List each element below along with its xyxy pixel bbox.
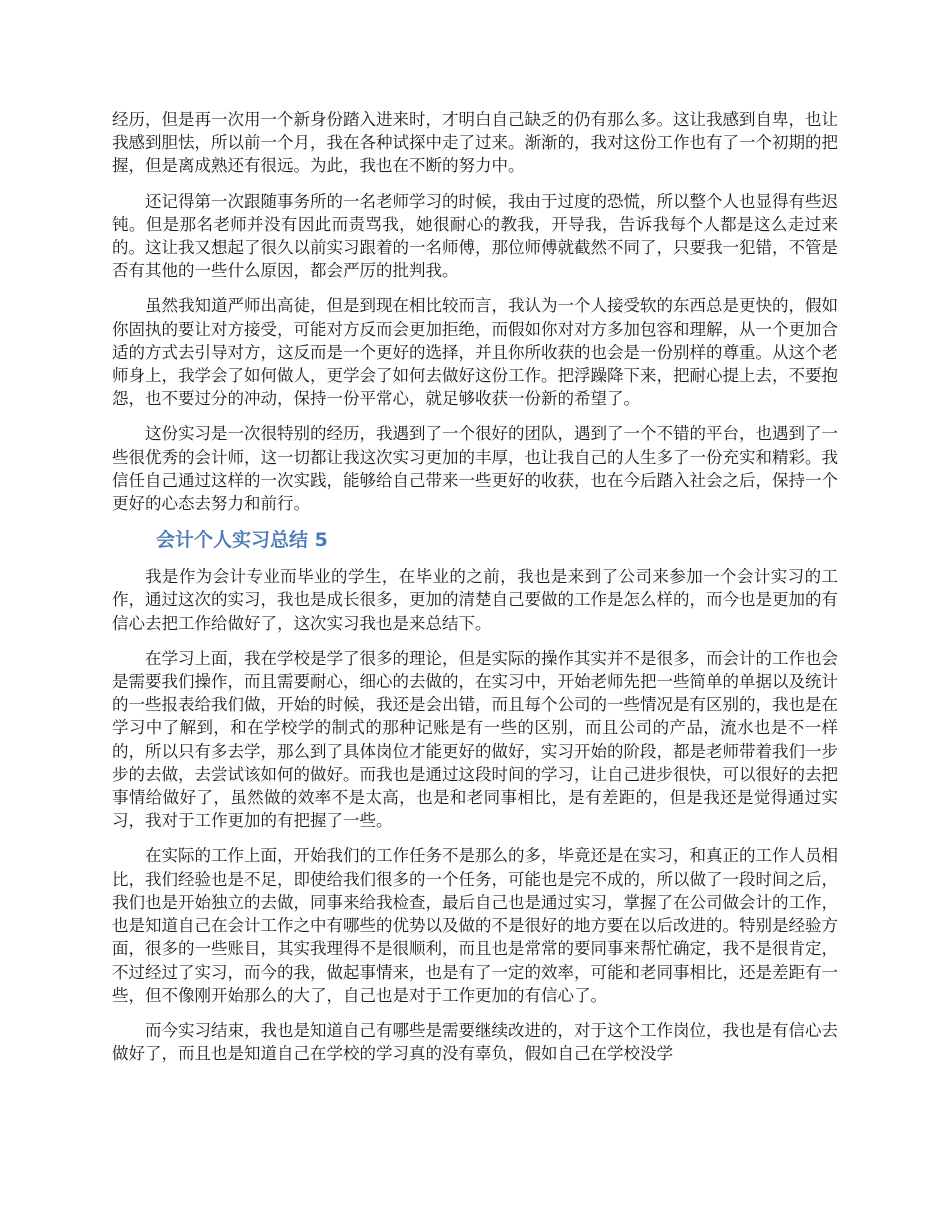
paragraph-7: 在实际的工作上面，开始我们的工作任务不是那么的多，毕竟还是在实习，和真正的工作人员相比，我们经验也是不足，即使给我们很多的一个任务，可能也是完不成的，所以做了一段时间之后，我们也是开始独立的去做，同事来给我检查，最后自己也是通过实习，掌握了在公司做会计的工作，也是知道自己在会计工作之中有哪些的优势以及做的不是很好的地方要在以后改进的。特别是经验方面，很多的一些账目，其实我理得不是很顺利，而且也是常常的要同事来帮忙确定，我不是很肯定，不过经过了实习，而今的我，做起事情来，也是有了一定的效率，可能和老同事相比，还是差距有一些，但不像刚开始那么的大了，自己也是对于工作更加的有信心了。 <box>112 846 838 1005</box>
paragraph-8: 而今实习结束，我也是知道自己有哪些是需要继续改进的，对于这个工作岗位，我也是有信心去做好了，而且也是知道自己在学校的学习真的没有辜负，假如自己在学校没学 <box>112 1020 838 1064</box>
paragraph-3: 虽然我知道严师出高徒，但是到现在相比较而言，我认为一个人接受软的东西总是更快的，假如你固执的要让对方接受，可能对方反而会更加拒绝，而假如你对对方多加包容和理解，从一个更加合适的方式去引导对方，这反而是一个更好的选择，并且你所收获的也会是一份别样的尊重。从这个老师身上，我学会了如何做人，更学会了如何去做好这份工作。把浮躁降下来，把耐心提上去，不要抱怨，也不要过分的冲动，保持一份平常心，就足够收获一份新的希望了。 <box>112 296 838 409</box>
document-page <box>112 108 838 1077</box>
paragraph-4: 这份实习是一次很特别的经历，我遇到了一个很好的团队，遇到了一个不错的平台，也遇到了一些很优秀的会计师，这一切都让我这次实习更加的丰厚，也让我自己的人生多了一份充实和精彩。我信任自己通过这样的一次实践，能够给自己带来一些更好的收获，也在今后踏入社会之后，保持一个更好的心态去努力和前行。 <box>112 424 838 514</box>
paragraph-5: 我是作为会计专业而毕业的学生，在毕业的之前，我也是来到了公司来参加一个会计实习的工作，通过这次的实习，我也是成长很多，更加的清楚自己要做的工作是怎么样的，而今也是更加的有信心去把工作给做好了，这次实习我也是来总结下。 <box>112 567 838 633</box>
paragraph-2: 还记得第一次跟随事务所的一名老师学习的时候，我由于过度的恐慌，所以整个人也显得有些迟钝。但是那名老师并没有因此而责骂我，她很耐心的教我，开导我，告诉我每个人都是这么走过来的。这让我又想起了很久以前实习跟着的一名师傅，那位师傅就截然不同了，只要我一犯错，不管是否有其他的一些什么原因，都会严厉的批判我。 <box>112 191 838 281</box>
section-title: 会计个人实习总结 5 <box>156 529 328 552</box>
paragraph-6: 在学习上面，我在学校是学了很多的理论，但是实际的操作其实并不是很多，而会计的工作也会是需要我们操作，而且需要耐心，细心的去做的，在实习中，开始老师先把一些简单的单据以及统计的一些报表给我们做，开始的时候，我还是会出错，而且每个公司的一些情况是有区别的，我也是在学习中了解到，和在学校学的制式的那种记账是有一些的区别，而且公司的产品，流水也是不一样的，所以只有多去学，那么到了具体岗位才能更好的做好，实习开始的阶段，都是老师带着我们一步步的去做，去尝试该如何的做好。而我也是通过这段时间的学习，让自己进步很快，可以很好的去把事情给做好了，虽然做的效率不是太高，也是和老同事相比，是有差距的，但是我还是觉得通过实习，我对于工作更加的有把握了一些。 <box>112 648 838 831</box>
paragraph-1: 经历，但是再一次用一个新身份踏入进来时，才明白自己缺乏的仍有那么多。这让我感到自卑，也让我感到胆怯，所以前一个月，我在各种试探中走了过来。渐渐的，我对这份工作也有了一个初期的把握，但是离成熟还有很远。为此，我也在不断的努力中。 <box>112 110 838 176</box>
